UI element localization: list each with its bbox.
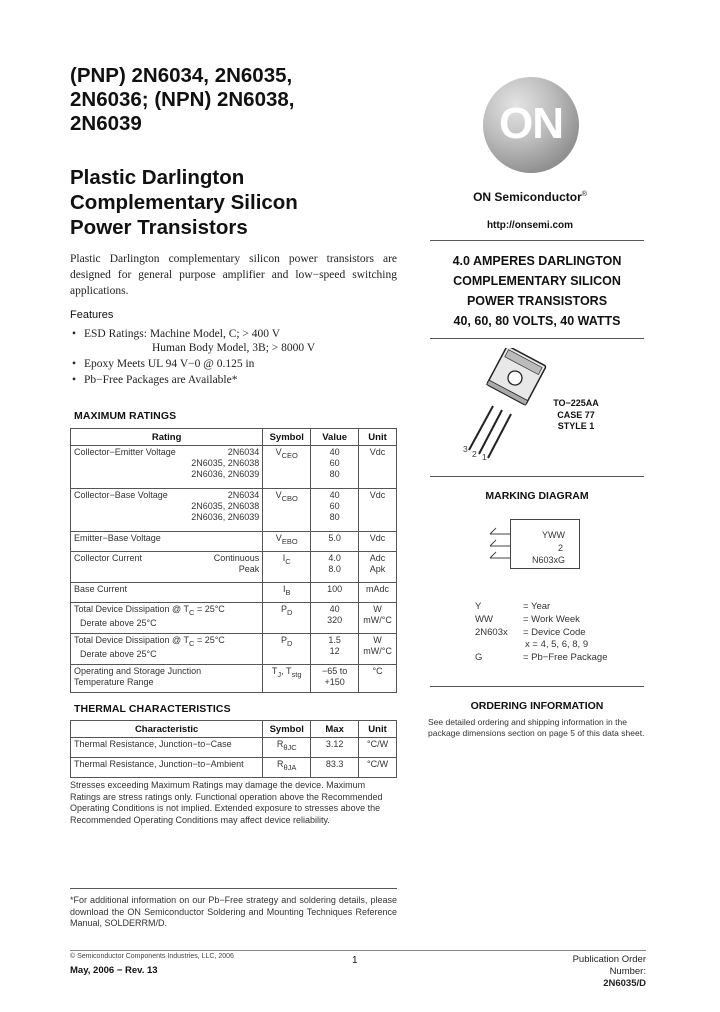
col-symbol: Symbol	[263, 721, 311, 738]
ordering-info-heading: ORDERING INFORMATION	[470, 700, 604, 712]
rating-label: Collector−Base Voltage	[74, 490, 168, 500]
symbol: R	[276, 739, 284, 749]
legend-key: 2N603x	[475, 626, 508, 638]
table-row	[71, 552, 397, 583]
footer-divider	[70, 950, 646, 951]
marking-line: N603xG	[531, 555, 565, 565]
symbol: V	[275, 533, 282, 543]
footnote: *For additional information on our Pb−Free strategy and soldering details, please download the ON Semiconductor Soldering and Mounting Techniques Reference Manual, SOLDERRM/D.	[70, 895, 397, 928]
device-label: 2N6035, 2N6038	[191, 501, 260, 511]
publication-number: 2N6035/D	[603, 978, 646, 989]
spec-line: 4.0 AMPERES DARLINGTON	[452, 254, 622, 268]
spec-line: COMPLEMENTARY SILICON	[453, 274, 621, 288]
value: 3.12	[311, 738, 359, 758]
symbol: I	[282, 553, 286, 563]
legend-key: Y	[475, 601, 482, 612]
table-row	[71, 489, 397, 532]
col-max: Max	[311, 721, 359, 738]
features-heading: Features	[70, 309, 114, 321]
thermal-table	[70, 720, 397, 778]
pin-label-2: 2	[472, 449, 477, 459]
unit: Vdc	[359, 489, 397, 532]
table-row	[71, 446, 397, 489]
pbfree-text: Pb−Free Packages are Available*	[84, 374, 238, 386]
characteristic-label: Thermal Resistance, Junction−to−Case	[71, 738, 263, 758]
value: 83.3	[311, 758, 359, 778]
stress-note: Stresses exceeding Maximum Ratings may damage the device. Maximum Ratings are stress ratings only. Functional operation above the Recommended Operating Conditions is not implied. Extended exposure to stresses above the Recommended Operating Conditions may affect device reliability.	[70, 780, 383, 825]
value: 4.0	[328, 553, 341, 563]
table-row	[71, 603, 397, 634]
legend-value: = Pb−Free Package	[523, 652, 608, 664]
copyright: © Semiconductor Components Industries, LLC, 2006	[70, 953, 234, 960]
symbol: P	[281, 635, 288, 645]
unit: °C/W	[359, 738, 397, 758]
divider	[430, 686, 644, 687]
brand-text: ON Semiconductor	[473, 190, 582, 204]
derate-label: Derate above 25°C	[80, 617, 157, 628]
title-line-2: Complementary Silicon	[70, 191, 298, 214]
rating-label: Total Device Dissipation @ T	[74, 604, 190, 614]
device-label: 2N6034	[227, 447, 260, 457]
marking-diagram	[510, 519, 580, 569]
legend-value: = Year	[523, 601, 551, 612]
legend-row	[475, 627, 608, 640]
unit: mAdc	[359, 583, 397, 603]
value: +150	[324, 677, 345, 687]
unit: mW/°C	[363, 615, 392, 625]
rating-label: Collector−Emitter Voltage	[74, 447, 176, 457]
legend-row	[475, 614, 608, 627]
table-row	[71, 665, 397, 693]
symbol-subscript: CBO	[281, 493, 298, 503]
spec-line: POWER TRANSISTORS	[466, 294, 608, 308]
thermal-heading: THERMAL CHARACTERISTICS	[74, 703, 231, 715]
rating-label: Emitter−Base Voltage	[71, 532, 263, 552]
value: −65 to	[321, 666, 348, 676]
unit: °C	[359, 665, 397, 693]
part-line-3: 2N6039	[70, 112, 142, 135]
title-line-1: Plastic Darlington	[70, 166, 245, 189]
value: 80	[329, 512, 340, 522]
legend-row	[475, 639, 608, 652]
unit: W	[373, 635, 382, 645]
esd-human-body-model: Human Body Model, 3B; > 8000 V	[152, 342, 316, 354]
value: 12	[329, 646, 340, 656]
pin-label-3: 3	[463, 444, 468, 454]
divider	[430, 476, 644, 477]
marking-pins-icon	[488, 526, 512, 570]
col-characteristic: Characteristic	[71, 721, 263, 738]
legend-row	[475, 652, 608, 665]
value: 40	[329, 490, 340, 500]
table-row	[71, 738, 397, 758]
style-number: STYLE 1	[557, 421, 595, 431]
max-ratings-heading: MAXIMUM RATINGS	[74, 410, 177, 422]
feature-epoxy	[70, 357, 400, 371]
legend-key	[475, 639, 525, 652]
table-header-row	[71, 721, 397, 738]
symbol-subscript: D	[287, 607, 293, 617]
registered-mark: ®	[581, 191, 587, 198]
device-label: 2N6036, 2N6039	[191, 469, 260, 479]
part-number-title	[70, 64, 370, 136]
unit: Vdc	[359, 446, 397, 489]
document-title	[70, 165, 380, 240]
value: 1.5	[328, 635, 341, 645]
unit: °C/W	[359, 758, 397, 778]
value: 40	[329, 604, 340, 614]
col-unit: Unit	[359, 429, 397, 446]
col-value: Value	[311, 429, 359, 446]
website-link[interactable]: http://onsemi.com	[486, 220, 574, 231]
symbol: T	[271, 666, 278, 676]
legend-key: G	[475, 652, 483, 664]
unit: Adc	[369, 553, 386, 563]
value: 60	[329, 501, 340, 511]
value: 60	[329, 458, 340, 468]
to225-package-icon	[455, 348, 550, 460]
publication-label: Publication Order Number:	[572, 954, 646, 977]
col-symbol: Symbol	[263, 429, 311, 446]
legend-value: = Device Code	[523, 626, 586, 638]
publication-order	[540, 954, 646, 990]
symbol-subscript: stg	[291, 669, 302, 679]
label-subscript: C	[189, 607, 195, 617]
symbol: I	[282, 584, 286, 594]
legend-row	[475, 601, 608, 614]
condition-label: Continuous	[213, 553, 260, 563]
ordering-info-text: See detailed ordering and shipping information in the package dimensions section on page 5 of this data sheet.	[428, 717, 645, 738]
part-line-1: (PNP) 2N6034, 2N6035,	[70, 64, 293, 87]
label-subscript: C	[189, 638, 195, 648]
device-label: 2N6036, 2N6039	[191, 512, 260, 522]
rating-label-cont: Temperature Range	[74, 677, 154, 687]
characteristic-label: Thermal Resistance, Junction−to−Ambient	[71, 758, 263, 778]
symbol-subscript: θJC	[283, 742, 297, 752]
col-rating: Rating	[71, 429, 263, 446]
legend-key: WW	[475, 613, 493, 625]
symbol: R	[277, 759, 284, 769]
spec-summary	[430, 251, 644, 331]
brand-name	[440, 190, 620, 204]
rating-label: Total Device Dissipation @ T	[74, 635, 190, 645]
footnote-divider	[70, 888, 397, 889]
page-number: 1	[352, 955, 358, 966]
legend-value: = Work Week	[523, 613, 580, 625]
table-header-row	[71, 429, 397, 446]
symbol-subscript: C	[285, 556, 291, 566]
symbol-subscript: CEO	[281, 450, 298, 460]
table-row	[71, 532, 397, 552]
features-list	[70, 327, 400, 389]
symbol-subscript: B	[285, 587, 291, 597]
value: 320	[327, 615, 343, 625]
symbol-subscript: EBO	[281, 536, 298, 546]
unit: Vdc	[359, 532, 397, 552]
spec-line: 40, 60, 80 VOLTS, 40 WATTS	[453, 314, 621, 328]
unit: mW/°C	[363, 646, 392, 656]
marking-line: YWW	[542, 530, 565, 540]
esd-machine-model: Machine Model, C; > 400 V	[149, 328, 281, 340]
rating-label: Operating and Storage Junction	[74, 666, 202, 676]
value: 80	[329, 469, 340, 479]
legend-value: x = 4, 5, 6, 8, 9	[525, 639, 589, 651]
title-line-3: Power Transistors	[70, 216, 248, 239]
bullet-icon: •	[72, 328, 77, 340]
unit: Apk	[369, 564, 386, 574]
revision-date: May, 2006 − Rev. 13	[70, 965, 158, 976]
max-ratings-table	[70, 428, 397, 693]
rating-label-suffix: = 25°C	[194, 604, 225, 614]
logo-text: ON	[499, 99, 563, 148]
epoxy-text: Epoxy Meets UL 94 V−0 @ 0.125 in	[84, 358, 255, 370]
marking-diagram-heading: MARKING DIAGRAM	[485, 490, 589, 502]
rating-label: Base Current	[71, 583, 263, 603]
device-label: 2N6034	[227, 490, 260, 500]
table-row	[71, 758, 397, 778]
table-row	[71, 634, 397, 665]
symbol: , T	[281, 666, 292, 676]
symbol-subscript: J	[277, 669, 282, 679]
marking-line: 2	[557, 543, 563, 553]
table-row	[71, 583, 397, 603]
feature-pbfree	[70, 373, 400, 387]
case-number: CASE 77	[557, 409, 595, 420]
device-label: 2N6035, 2N6038	[191, 458, 260, 468]
value: 8.0	[328, 564, 341, 574]
value: 40	[329, 447, 340, 457]
rating-label-suffix: = 25°C	[194, 635, 225, 645]
rating-label: Collector Current	[74, 553, 143, 563]
divider	[430, 338, 644, 339]
derate-label: Derate above 25°C	[80, 648, 157, 659]
feature-esd	[70, 327, 400, 355]
pin-label-1: 1	[482, 452, 487, 462]
description: Plastic Darlington complementary silicon power transistors are designed for general purpose amplifier and low−speed switching applications.	[70, 253, 397, 297]
value: 100	[311, 583, 359, 603]
value: 5.0	[311, 532, 359, 552]
part-line-2: 2N6036; (NPN) 2N6038,	[70, 88, 295, 111]
marking-legend	[475, 601, 608, 665]
bullet-icon: •	[72, 374, 77, 386]
package-name: TO−225AA	[553, 398, 599, 408]
unit: W	[373, 604, 382, 614]
condition-label: Peak	[238, 564, 260, 574]
symbol-subscript: θJA	[283, 762, 297, 772]
symbol: V	[275, 447, 282, 457]
divider	[430, 240, 644, 241]
symbol: V	[275, 490, 282, 500]
on-logo	[483, 77, 579, 173]
col-unit: Unit	[359, 721, 397, 738]
package-label	[546, 398, 606, 433]
symbol-subscript: D	[287, 638, 293, 648]
esd-label: ESD Ratings:	[84, 328, 147, 340]
symbol: P	[281, 604, 288, 614]
bullet-icon: •	[72, 358, 77, 370]
